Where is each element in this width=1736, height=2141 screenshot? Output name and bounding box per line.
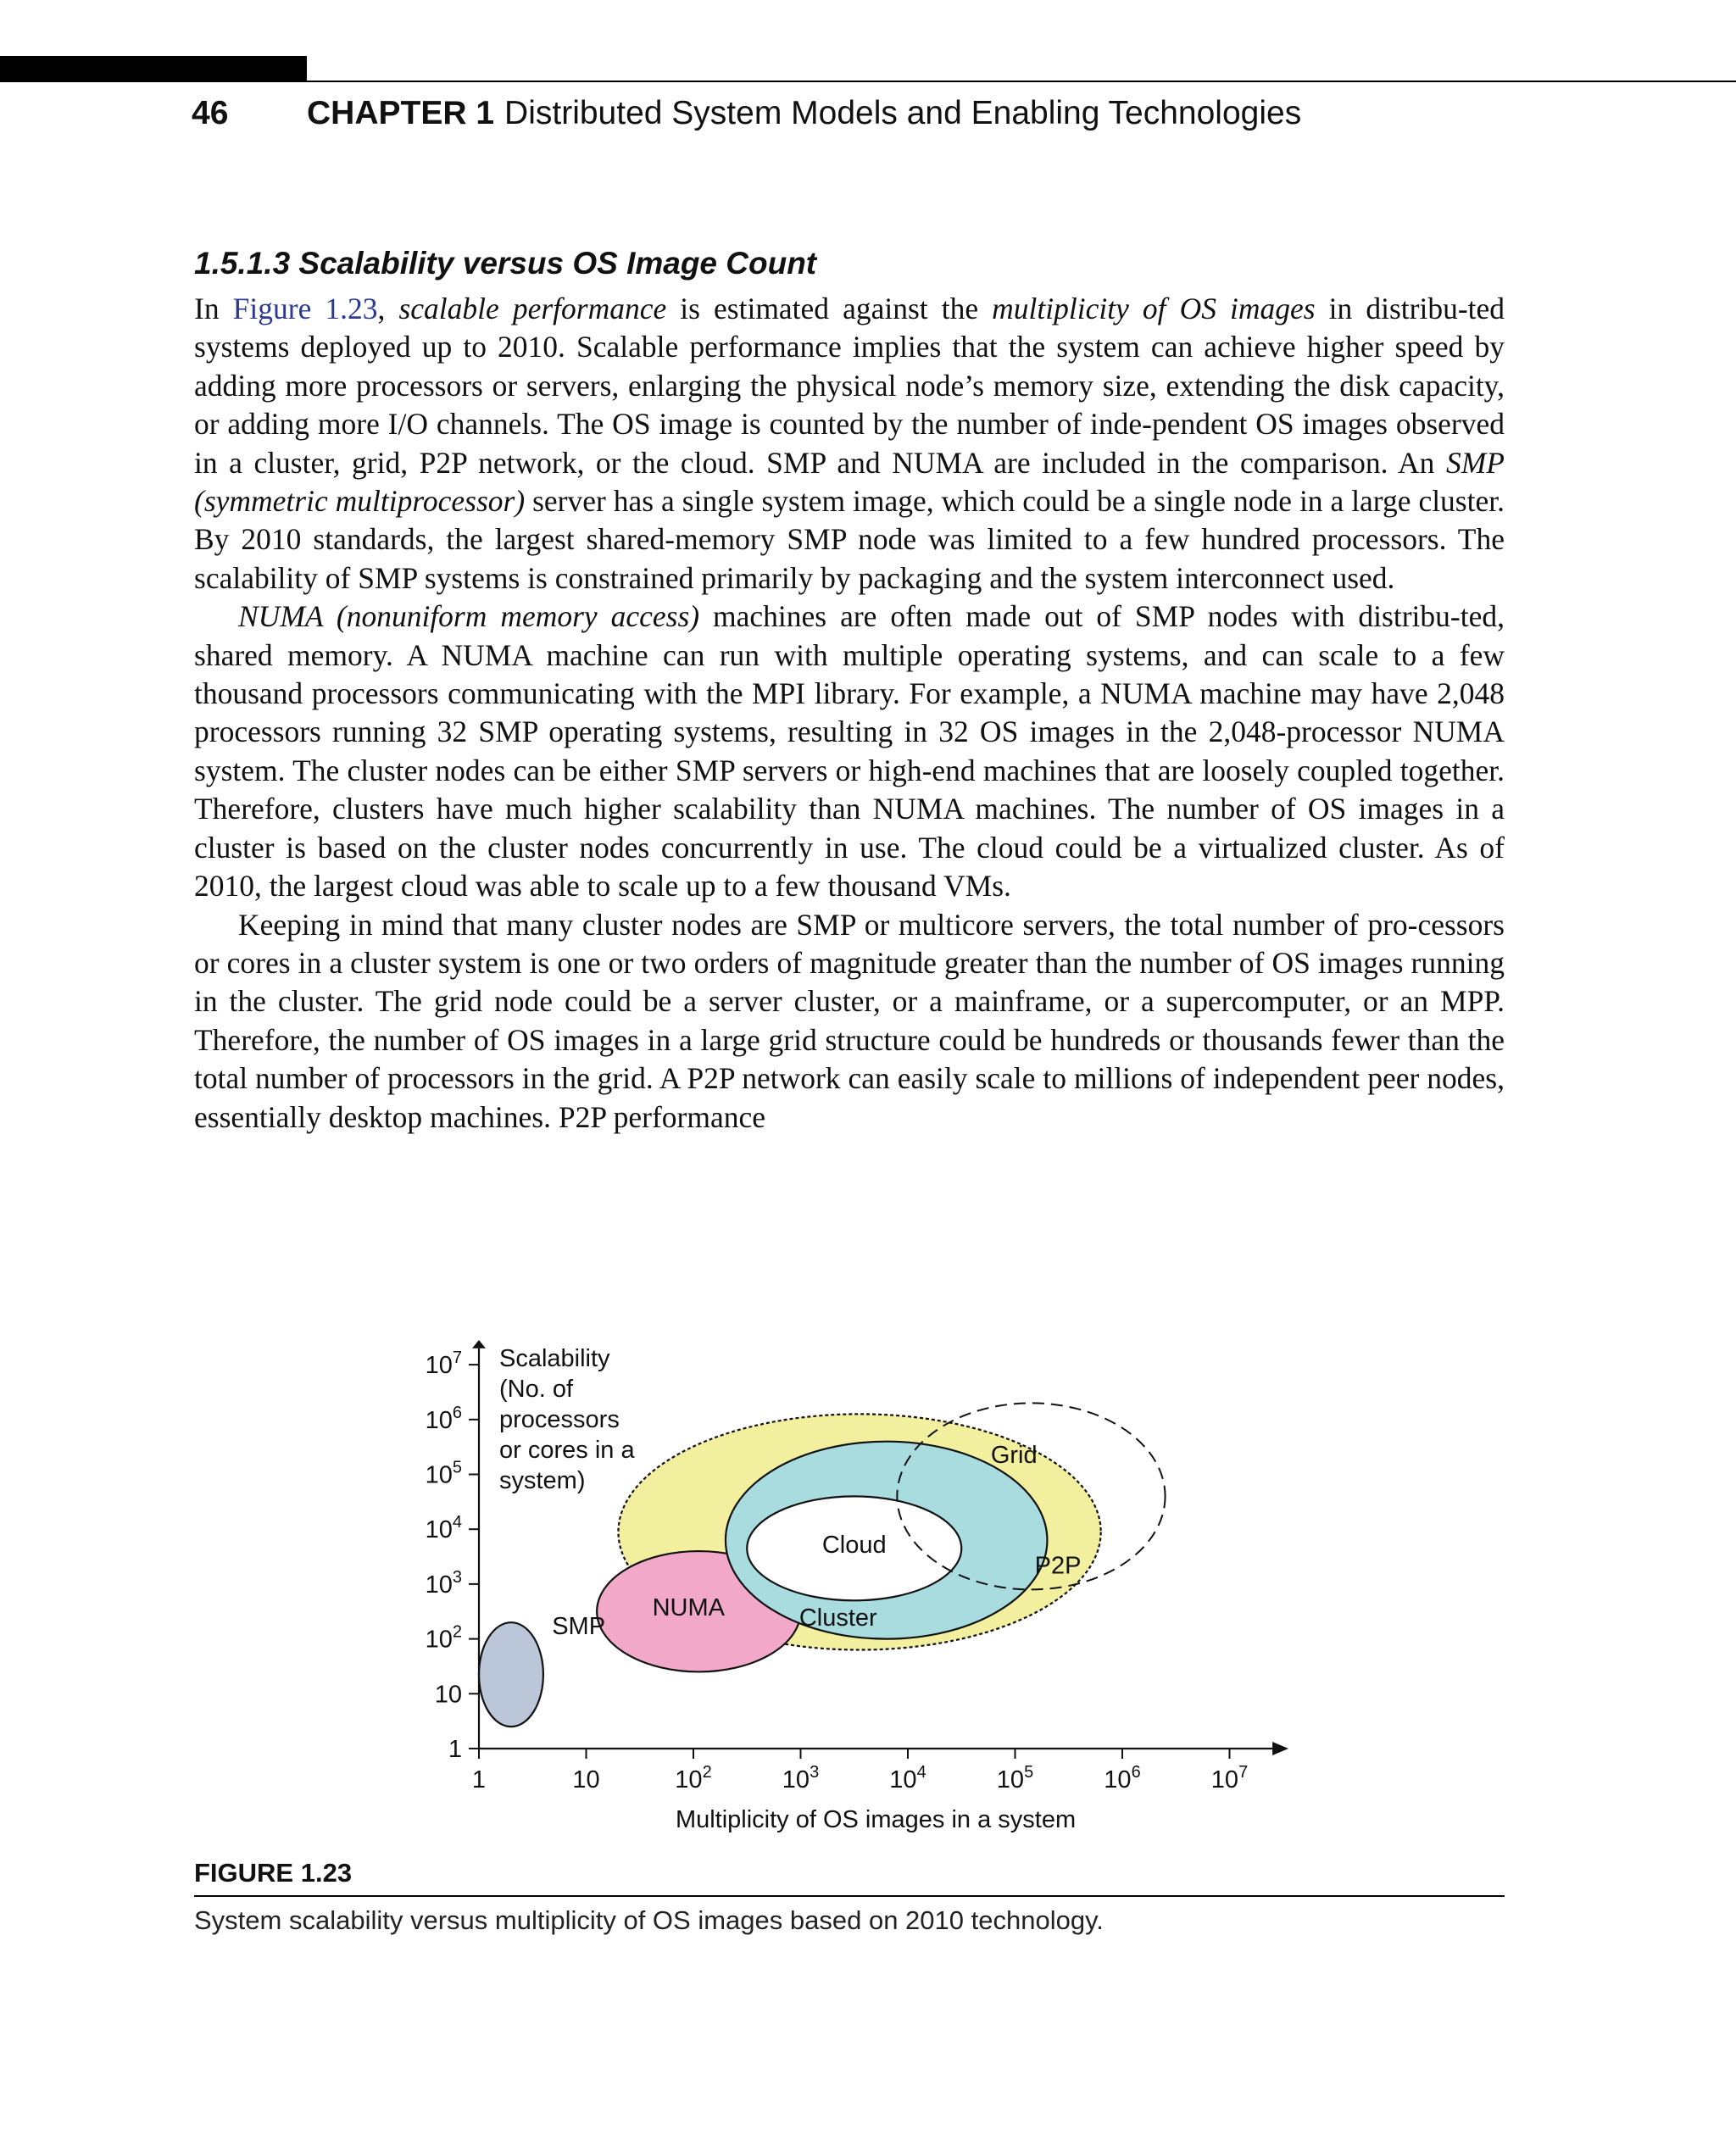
x-tick-label: $10^3$: [782, 1763, 820, 1793]
y-tick-label: $10^5$: [425, 1458, 462, 1489]
text-run: ,: [377, 292, 399, 325]
running-head: [192, 95, 1301, 137]
y-tick-label: $10^2$: [425, 1622, 462, 1654]
y-axis-title: Scalability (No. of processors or cores in a system): [499, 1345, 635, 1495]
y-tick-label: $10^3$: [425, 1567, 462, 1599]
x-axis-arrow: [1272, 1742, 1288, 1755]
x-axis-title: Multiplicity of OS images in a system: [675, 1806, 1077, 1833]
region-label-p2p: P2P: [1034, 1552, 1082, 1580]
header-rule: [307, 81, 1736, 82]
text-run: is estimated against the: [666, 292, 993, 325]
paragraph-2: [194, 598, 1505, 905]
paragraph-3: [194, 906, 1505, 1137]
page-number: 46: [192, 95, 229, 131]
y-tick-label: 1: [448, 1736, 462, 1763]
region-label-cloud: Cloud: [821, 1532, 887, 1560]
figure-label: FIGURE 1.23: [194, 1858, 353, 1888]
figure-rule: [194, 1895, 1505, 1897]
figure-reference-link[interactable]: Figure 1.23: [232, 292, 378, 325]
region-label-numa: NUMA: [652, 1594, 726, 1622]
y-tick-label: $10^4$: [425, 1513, 462, 1544]
x-tick-label: $10^7$: [1210, 1763, 1249, 1793]
term-multiplicity: multiplicity of OS images: [992, 292, 1316, 325]
figure-caption: System scalability versus multiplicity of OS images based on 2010 technology.: [194, 1905, 1104, 1935]
x-tick-label: 10: [572, 1766, 600, 1793]
y-tick-label: 10: [434, 1681, 462, 1709]
chapter-label: CHAPTER 1: [307, 95, 495, 131]
text-run: In: [194, 292, 233, 325]
y-axis-arrow: [472, 1340, 486, 1349]
region-label-smp: SMP: [552, 1612, 606, 1640]
region-label-cluster: Cluster: [798, 1604, 877, 1632]
y-tick-label: $10^6$: [425, 1403, 462, 1434]
x-tick-label: $10^5$: [996, 1763, 1034, 1793]
y-tick-label: $10^7$: [425, 1349, 462, 1380]
text-run: in distribu-ted systems deployed up to 2010. Scalable performance implies that the system can achieve higher speed by adding more processors or servers, enlarging the physical node’s memory size, extending the disk capacity, or adding more I/O channels. The OS image is counted by the number of inde-pendent OS images observed in a cluster, grid, P2P network, or the cloud. SMP and NUMA are included in the comparison. An: [194, 292, 1505, 480]
term-numa: NUMA (nonuniform memory access): [238, 599, 700, 634]
x-tick-label: $10^2$: [675, 1763, 712, 1793]
region-label-grid: Grid: [990, 1442, 1038, 1470]
region-smp: [479, 1622, 543, 1727]
x-tick-label: 1: [471, 1766, 487, 1793]
term-scalable-performance: scalable performance: [398, 292, 667, 325]
x-tick-label: $10^6$: [1104, 1763, 1141, 1793]
header-bar: [0, 56, 307, 82]
scalability-diagram: [398, 1318, 1297, 1843]
text-run: server has a single system image, which could be a single node in a large cluster. By 2010 standards, the largest shared-memory SMP node was limited to a few hundred processors. The scalability of SMP systems is constrained primarily by packaging and the system interconnect used.: [194, 484, 1505, 595]
section-heading: 1.5.1.3 Scalability versus OS Image Count: [194, 246, 817, 281]
term-smp: SMP (symmetric multiprocessor): [194, 445, 1505, 519]
chapter-title: Distributed System Models and Enabling Technologies: [504, 95, 1302, 131]
text-run: machines are often made out of SMP nodes with distribu-ted, shared memory. A NUMA machine can run with multiple operating systems, and can scale to a few thousand processors communicating with the MPI library. For example, a NUMA machine may have 2,048 processors running 32 SMP operating systems, resulting in 32 OS images in the 2,048-processor NUMA system. The cluster nodes can be either SMP servers or high-end machines that are loosely coupled together. Therefore, clusters have much higher scalability than NUMA machines. The number of OS images in a cluster is based on the cluster nodes concurrently in use. The cloud could be a virtualized cluster. As of 2010, the largest cloud was able to scale up to a few thousand VMs.: [194, 599, 1505, 904]
x-tick-label: $10^4$: [889, 1763, 926, 1793]
paragraph-1: [194, 290, 1505, 598]
text-run: Keeping in mind that many cluster nodes are SMP or multicore servers, the total number of pro-cessors or cores in a cluster system is one or two orders of magnitude greater than the number of OS images running in the cluster. The grid node could be a server cluster, or a mainframe, or a supercomputer, or an MPP. Therefore, the number of OS images in a large grid structure could be hundreds or thousands fewer than the total number of processors in the grid. A P2P network can easily scale to millions of independent peer nodes, essentially desktop machines. P2P performance: [194, 907, 1505, 1134]
body-text: [194, 290, 1505, 1137]
